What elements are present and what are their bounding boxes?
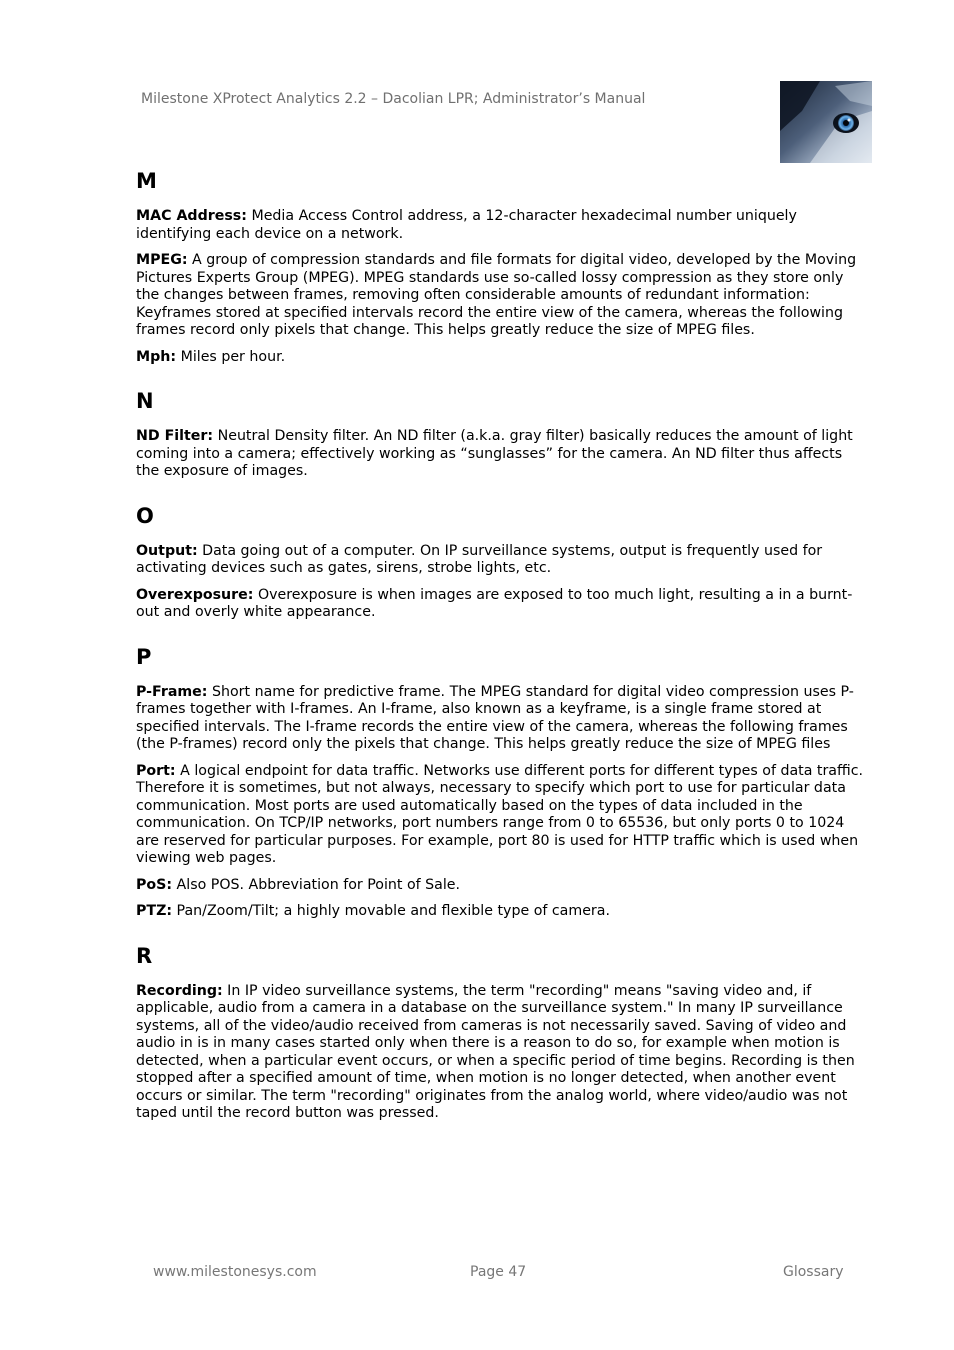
glossary-definition: Short name for predictive frame. The MPEG standard for digital video compression uses P-frames together with I-frames. An I-frame, also known as a keyframe, is a single frame stored at specified intervals. The I-frame records the entire view of the camera, whereas the following frames (the P-frames) record only the pixels that change. This helps greatly reduce the size of MPEG files: [136, 683, 854, 752]
glossary-entry-p-frame: [136, 684, 864, 754]
glossary-term: Overexposure:: [136, 586, 254, 603]
glossary-term: MPEG:: [136, 252, 188, 268]
glossary-definition: Data going out of a computer. On IP surveillance systems, output is frequently used for activating devices such as gates, sirens, strobe lights, etc.: [136, 542, 823, 576]
glossary-definition: A logical endpoint for data traffic. Networks use different ports for different types of data traffic. Therefore it is sometimes, but not always, necessary to specify which port to use for particular data communication. Most ports are used automatically based on the types of data included in the communication. On TCP/IP networks, port numbers range from 0 to 65536, but only ports 0 to 1024 are reserved for particular purposes. For example, port 80 is used for HTTP traffic which is used when viewing web pages.: [136, 762, 864, 866]
footer-website[interactable]: www.milestonesys.com: [153, 1264, 317, 1280]
section-letter: P: [136, 644, 152, 669]
section-letter: O: [136, 503, 154, 528]
glossary-definition: Pan/Zoom/Tilt; a highly movable and flexible type of camera.: [172, 903, 610, 919]
glossary-entry-overexposure: [136, 587, 864, 622]
glossary-content: [136, 166, 864, 1143]
glossary-definition: Miles per hour.: [176, 348, 286, 365]
glossary-definition: A group of compression standards and file formats for digital video, developed by the Moving Pictures Experts Group (MPEG). MPEG standards use so-called lossy compression as they store only the changes between frames, removing often considerable amounts of redundant information: Keyframes stored at specified intervals record the entire view of the camera, whereas the following frames record only pixels that change. This helps greatly reduce the size of MPEG files.: [136, 252, 857, 338]
glossary-term: Port:: [136, 762, 176, 779]
glossary-entry-port: [136, 763, 864, 868]
section-letter: N: [136, 389, 154, 413]
section-n: [136, 386, 864, 481]
section-p: [136, 642, 864, 921]
glossary-definition: Media Access Control address, a 12-character hexadecimal number uniquely identifying each device on a network.: [136, 208, 797, 242]
wolf-eye-logo: [780, 81, 872, 163]
glossary-term: ND Filter:: [136, 428, 214, 444]
glossary-term: P-Frame:: [136, 683, 208, 700]
glossary-term: MAC Address:: [136, 208, 247, 224]
glossary-term: Output:: [136, 542, 198, 559]
glossary-entry-recording: [136, 983, 864, 1123]
section-r: [136, 941, 864, 1123]
footer-page-number: Page 47: [470, 1264, 527, 1280]
section-letter: R: [136, 943, 153, 968]
glossary-definition: In IP video surveillance systems, the term "recording" means "saving video and, if applicable, audio from a camera in a database on the surveillance system." In many IP surveillance systems, all of the video/audio received from cameras is not necessarily saved. Saving of video and audio in is in many cases started only when there is a reason to do so, for example when motion is detected, when a particular event occurs, or when a specific period of time begins. Recording is then stopped after a specified amount of time, when motion is no longer detected, when another event occurs or similar. The term "recording" originates from the analog world, where video/audio was not taped until the record button was pressed.: [136, 982, 855, 1121]
glossary-entry-mac-address: [136, 208, 864, 243]
glossary-entry-nd-filter: [136, 428, 864, 481]
glossary-term: Mph:: [136, 348, 177, 365]
footer-chapter: Glossary: [783, 1264, 844, 1280]
section-o: [136, 501, 864, 622]
glossary-term: PTZ:: [136, 903, 173, 919]
section-m: [136, 166, 864, 366]
glossary-definition: Also POS. Abbreviation for Point of Sale.: [172, 876, 461, 893]
glossary-term: Recording:: [136, 982, 223, 999]
glossary-definition: Overexposure is when images are exposed to too much light, resulting a in a burnt-out and overly white appearance.: [136, 586, 853, 620]
document-header: Milestone XProtect Analytics 2.2 – Dacolian LPR; Administrator’s Manual: [141, 91, 646, 107]
glossary-entry-output: [136, 543, 864, 578]
glossary-entry-mpeg: [136, 252, 864, 340]
glossary-entry-pos: [136, 877, 864, 895]
glossary-entry-mph: [136, 349, 864, 367]
glossary-definition: Neutral Density filter. An ND filter (a.k.a. gray filter) basically reduces the amount of light coming into a camera; effectively working as “sunglasses” for the camera. An ND filter thus affects the exposure of images.: [136, 428, 853, 479]
glossary-entry-ptz: [136, 903, 864, 921]
section-letter: M: [136, 169, 157, 193]
glossary-term: PoS:: [136, 876, 173, 893]
